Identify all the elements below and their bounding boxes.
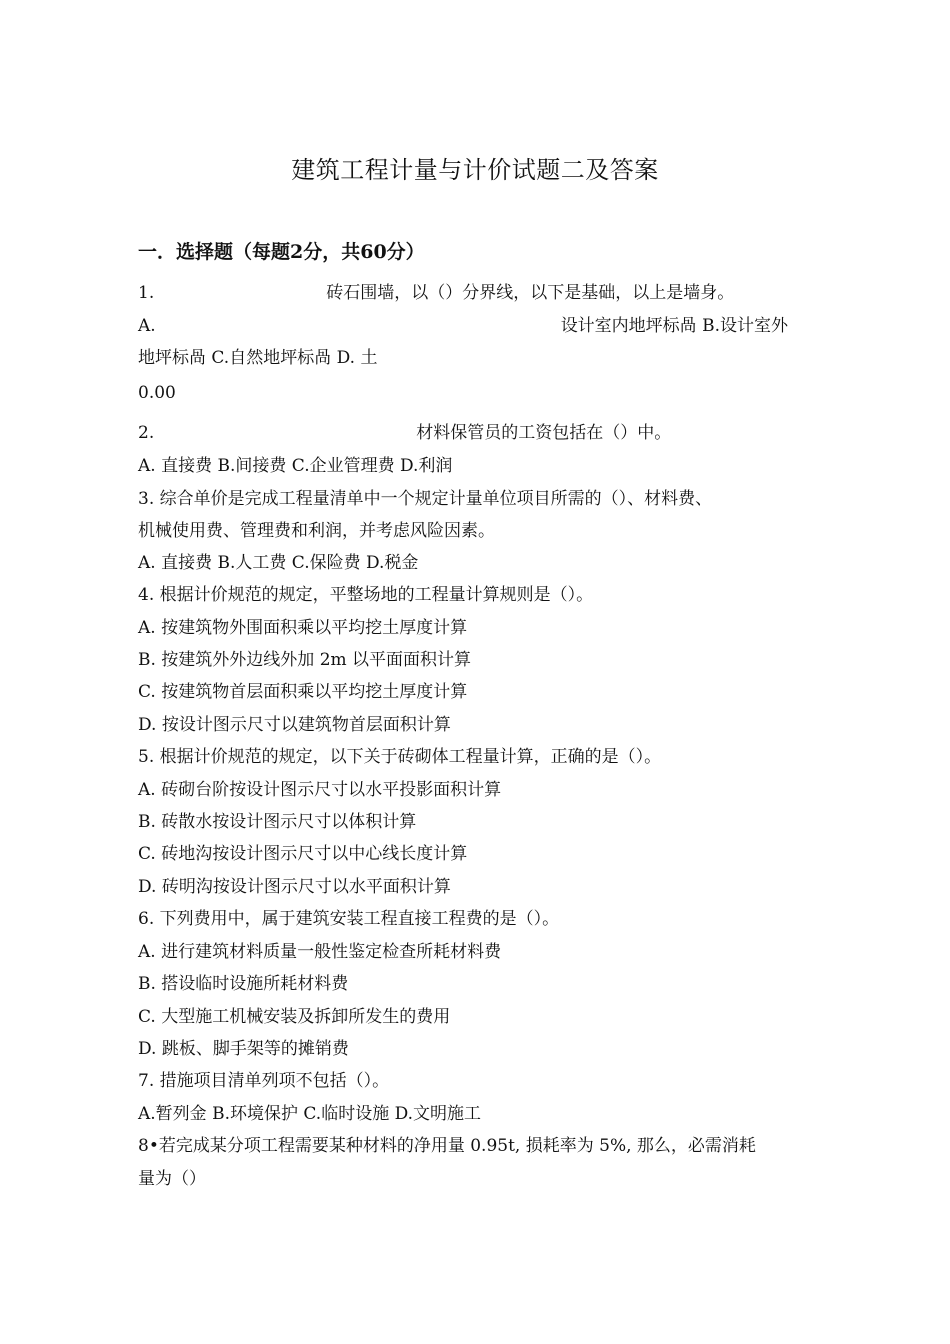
question-3-line2: 机械使用费、管理费和利润，并考虑风险因素。 — [138, 521, 495, 541]
question-6-option-b: B. 搭设临时设施所耗材料费 — [138, 974, 349, 994]
question-5-option-d: D. 砖明沟按设计图示尺寸以水平面积计算 — [138, 877, 451, 897]
question-4-option-d: D. 按设计图示尺寸以建筑物首层面积计算 — [138, 715, 451, 735]
question-5-stem: 5. 根据计价规范的规定，以下关于砖砌体工程量计算，正确的是（）。 — [138, 747, 662, 767]
question-4-option-a: A. 按建筑物外围面积乘以平均挖土厚度计算 — [138, 618, 468, 638]
question-2 — [138, 422, 671, 444]
question-7-stem: 7. 措施项目清单列项不包括（）。 — [138, 1071, 390, 1091]
question-1-text: 砖石围墙，以（）分界线，以下是基础，以上是墙身。 — [326, 283, 735, 303]
question-6-option-c: C. 大型施工机械安装及拆卸所发生的费用 — [138, 1007, 451, 1027]
question-1 — [138, 282, 734, 304]
question-2-text: 材料保管员的工资包括在（）中。 — [416, 423, 672, 443]
section-heading: 一．选择题（每题2分，共60分） — [138, 241, 425, 263]
question-2-number: 2. — [138, 423, 155, 443]
question-8-line2: 量为（） — [138, 1169, 206, 1189]
question-5-option-c: C. 砖地沟按设计图示尺寸以中心线长度计算 — [138, 844, 468, 864]
question-3-options: A. 直接费 B.人工费 C.保险费 D.税金 — [138, 553, 419, 573]
question-4-option-b: B. 按建筑外外边线外加 2m 以平面面积计算 — [138, 650, 472, 670]
question-5-option-a: A. 砖砌台阶按设计图示尺寸以水平投影面积计算 — [138, 780, 502, 800]
question-6-option-d: D. 跳板、脚手架等的摊销费 — [138, 1039, 349, 1059]
question-1-number: 1. — [138, 283, 155, 303]
question-8-line1: 8•若完成某分项工程需要某种材料的净用量 0.95t, 损耗率为 5%, 那么，必需消耗 — [138, 1136, 756, 1156]
question-1-options-line3: 0.00 — [138, 383, 176, 403]
question-1-options-line1: 设计室内地坪标咼 B.设计室外 — [560, 316, 788, 336]
question-7-options: A.暂列金 B.环境保护 C.临时设施 D.文明施工 — [138, 1104, 482, 1124]
question-4-option-c: C. 按建筑物首层面积乘以平均挖土厚度计算 — [138, 682, 468, 702]
document-title: 建筑工程计量与计价试题二及答案 — [291, 156, 659, 184]
question-1-options-line2: 地坪标咼 C.自然地坪标咼 D. 土 — [138, 348, 378, 368]
question-5-option-b: B. 砖散水按设计图示尺寸以体积计算 — [138, 812, 417, 832]
question-2-options: A. 直接费 B.间接费 C.企业管理费 D.利润 — [138, 456, 453, 476]
question-6-option-a: A. 进行建筑材料质量一般性鉴定检查所耗材料费 — [138, 942, 502, 962]
question-6-stem: 6. 下列费用中，属于建筑安装工程直接工程费的是（）。 — [138, 909, 560, 929]
question-1-option-label: A. — [138, 316, 156, 336]
question-3-line1: 3. 综合单价是完成工程量清单中一个规定计量单位项目所需的（）、材料费、 — [138, 489, 713, 509]
question-4-stem: 4. 根据计价规范的规定，平整场地的工程量计算规则是（）。 — [138, 585, 594, 605]
question-1-options — [138, 315, 788, 337]
